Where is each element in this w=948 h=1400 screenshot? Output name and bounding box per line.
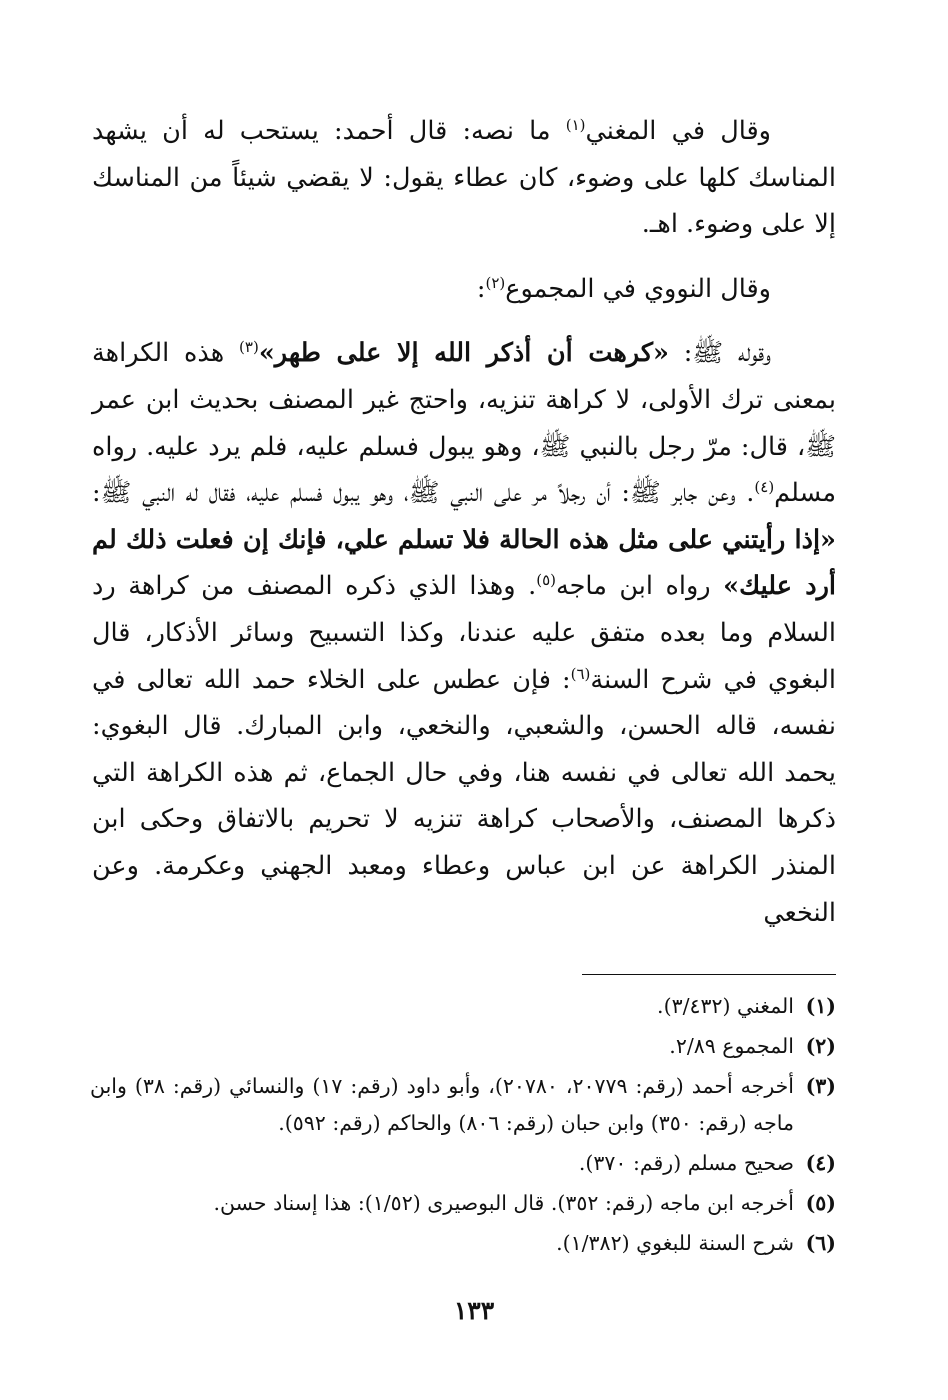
footnote-number: (٣): [805, 1074, 836, 1098]
page-number: ١٣٣: [453, 1296, 495, 1325]
paragraph-mughni: [92, 108, 836, 248]
text-span: : فإن عطس على الخلاء حمد الله تعالى في نفسه، قاله الحسن، والشعبي، والنخعي، وابن المبارك. قال البغوي: يحمد الله تعالى في نفسه هنا، وفي حال الجماع، ثم هذه الكراهة التي ذكرها المصنف، والأصحاب كراهة تنزيه لا تحريم بالاتفاق وحكى ابن المنذر الكراهة عن ابن عباس وعطاء ومعبد الجهني وعكرمة. وعن النخعي: [92, 664, 836, 928]
text-span: . وعن جابر ﷺ: أن رجلاً مر على النبي ﷺ، وهو يبول فسلم عليه، فقال له النبي ﷺ:: [92, 478, 755, 509]
footnote-text: المجموع ٢/٨٩.: [669, 1034, 794, 1058]
footnote-number: (٢): [805, 1034, 836, 1058]
text-span: . وهذا الذي ذكره المصنف من كراهة رد السلام وما بعده متفق عليه عندنا، وكذا التسبيح وسائر الأذكار، قال البغوي في شرح السنة: [92, 571, 836, 695]
hadith-quote: «إذا رأيتني على مثل هذه الحالة فلا تسلم علي، فإنك إن فعلت ذلك لم أرد عليك»: [92, 524, 836, 602]
footnote-text: صحيح مسلم (رقم: ٣٧٠).: [578, 1151, 794, 1175]
footnote-ref-2[interactable]: (٢): [485, 273, 506, 292]
footnote-number: (١): [805, 994, 836, 1018]
footnote-text: شرح السنة للبغوي (١/٣٨٢).: [556, 1231, 794, 1255]
footnote-ref-3[interactable]: (٣): [239, 338, 259, 357]
footnote-item: [90, 1068, 836, 1142]
footnote-number: (٥): [805, 1191, 836, 1215]
footnote-ref-4[interactable]: (٤): [754, 478, 775, 497]
footnote-item: [90, 988, 836, 1025]
footnote-number: (٦): [805, 1231, 836, 1255]
footnote-ref-1[interactable]: (١): [565, 116, 586, 134]
text-span: :: [476, 273, 486, 304]
text-span: وقال في المغني: [585, 116, 772, 146]
text-span: ما نصه: قال أحمد: يستحب له أن يشهد المناسك كلها على وضوء، كان عطاء يقول: لا يقضي شيئاً من المناسك إلا على وضوء. اهـ.: [92, 116, 836, 240]
text-span: هذه الكراهة بمعنى ترك الأولى، لا كراهة تنزيه، واحتج غير المصنف بحديث ابن عمر ﷺ، قال: مرّ رجل بالنبي ﷺ، وهو يبول فسلم عليه، فلم يرد عليه. رواه مسلم: [92, 338, 836, 509]
main-text: [92, 108, 836, 936]
footnote-divider: [582, 974, 836, 975]
footnote-item: [90, 1145, 836, 1182]
footnote-text: أخرجه أحمد (رقم: ٢٠٧٧٩، ٢٠٧٨٠)، وأبو داود (رقم: ١٧) والنسائي (رقم: ٣٨) وابن ماجه (رقم: ٣٥٠) وابن حبان (رقم: ٨٠٦) والحاكم (رقم: ٥٩٢).: [90, 1074, 795, 1135]
footnote-ref-6[interactable]: (٦): [570, 664, 591, 683]
footnote-ref-5[interactable]: (٥): [536, 571, 556, 590]
footnote-text: أخرجه ابن ماجه (رقم: ٣٥٢). قال البوصيرى (١/٥٢): هذا إسناد حسن.: [213, 1191, 794, 1215]
text-span: وقال النووي في المجموع: [505, 273, 771, 304]
footnote-number: (٤): [805, 1151, 836, 1175]
footnote-item: [90, 1225, 836, 1262]
footnote-item: [90, 1185, 836, 1222]
text-span: رواه ابن ماجه: [555, 571, 724, 602]
text-span: وقوله ﷺ:: [668, 338, 771, 369]
footnotes-section: [90, 988, 836, 1262]
paragraph-commentary: [92, 330, 836, 936]
footnote-text: المغني (٣/٤٣٢).: [657, 994, 794, 1018]
paragraph-nawawi: [92, 266, 836, 313]
hadith-quote: «كرهت أن أذكر الله إلا على طهر»: [258, 338, 669, 369]
footnote-item: [90, 1028, 836, 1065]
